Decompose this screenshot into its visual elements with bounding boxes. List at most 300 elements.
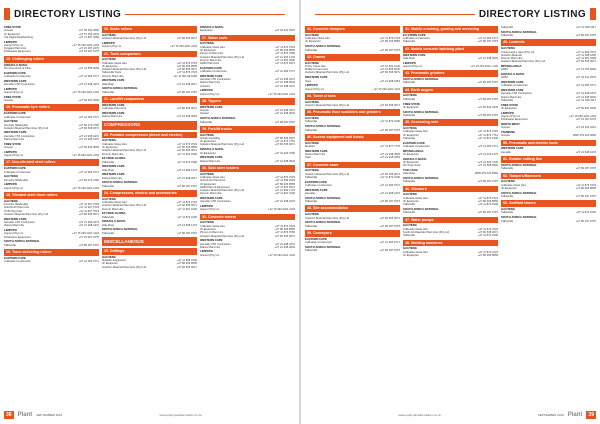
phone-number[interactable]: +27 15 293 2221 x204	[268, 253, 295, 257]
phone-number[interactable]: +27 21 948 4472	[274, 109, 295, 113]
listing-row	[4, 224, 99, 227]
phone-number[interactable]: +27 82 535 0671	[176, 149, 197, 153]
phone-number[interactable]: +27 82 535 0671	[379, 216, 400, 220]
section-heading: 51. Rotator cutting tine	[501, 156, 596, 163]
region-group	[403, 142, 498, 149]
phone-number[interactable]: +27 11 872 0100	[477, 234, 498, 238]
phone-number[interactable]: +27 21 948 4117	[575, 26, 596, 29]
phone-number[interactable]: +27 11 907 0723	[78, 206, 99, 210]
region-label: KWAZULU-NATAL	[403, 156, 427, 161]
region-label: SOUTH AFRICA NATIONAL	[403, 109, 439, 114]
company-name: Hopool (Pty) Ltd	[4, 232, 24, 236]
phone-number[interactable]: +27 15 297 1075	[78, 235, 99, 239]
phone-number[interactable]: +27 56 632 3346	[575, 106, 596, 110]
phone-number[interactable]: +27 11 872 0100	[379, 175, 400, 179]
phone-number[interactable]: +27 82 535 0671	[379, 71, 400, 75]
phone-number[interactable]: +27 21 948 4472	[274, 78, 295, 82]
listing-row	[305, 192, 400, 195]
page-footer	[305, 410, 596, 420]
region-group	[403, 62, 498, 69]
region-label: WESTERN CAPE	[200, 155, 223, 160]
company-name: Goupte	[501, 126, 510, 130]
company-name: Cullivaste Construction	[4, 170, 32, 174]
company-name: Tallowville	[102, 184, 115, 188]
phone-number[interactable]: +27 15 297 1075	[78, 50, 99, 54]
phone-number[interactable]: +27 21 948 3004	[176, 115, 197, 119]
listing-row	[200, 85, 295, 88]
region-group	[403, 193, 498, 206]
issue-date: SEPTEMBER 2016	[537, 413, 564, 417]
phone-number[interactable]: +27 21 948 3004	[274, 81, 295, 85]
phone-number[interactable]: +27 34 312 2537	[575, 76, 596, 80]
phone-number[interactable]: +27 11 873 3723	[477, 250, 498, 254]
region-group	[4, 112, 99, 119]
phone-number[interactable]: +27 41 484 0771	[274, 70, 295, 74]
region-group	[305, 189, 400, 196]
phone-number[interactable]: +27 41 484 0771	[78, 260, 99, 264]
phone-number[interactable]: +27 86 466 8555	[477, 254, 498, 258]
phone-number[interactable]: +27 21 948 3004	[379, 153, 400, 156]
phone-number[interactable]: +27 86 466 8555	[274, 228, 295, 232]
left-page	[0, 0, 299, 424]
phone-number[interactable]: +27 15 293 2221 x204	[72, 154, 99, 158]
phone-number[interactable]: +27 82 535 0671	[575, 60, 596, 64]
phone-number[interactable]: +27 86 187 9797	[379, 48, 400, 52]
phone-number[interactable]: +27 82 535 0671	[176, 68, 197, 72]
phone-number[interactable]: +27 31 403 7330	[274, 151, 295, 155]
phone-number[interactable]: +27 12 664 1734	[274, 55, 295, 59]
company-name: Tallowville	[4, 243, 17, 247]
phone-number[interactable]: +27 82 535 0671	[379, 104, 400, 107]
phone-number[interactable]: +27 11 877 7776	[379, 144, 400, 148]
company-name: Tallowville	[501, 34, 514, 38]
phone-number[interactable]: +27 86 187 9797	[379, 200, 400, 204]
listing-section	[200, 214, 295, 258]
region-label: WESTERN CAPE	[200, 104, 223, 109]
phone-number[interactable]: +27 41 484 0771	[477, 144, 498, 148]
company-name: Pin Pose Rock	[403, 164, 421, 168]
region-label: WESTERN CAPE	[305, 148, 328, 153]
phone-number[interactable]: +27 21 948 4472	[274, 200, 295, 204]
phone-number[interactable]: +27 86 187 9797	[477, 97, 498, 101]
phone-number[interactable]: +27 11 872 0100	[477, 136, 498, 140]
listing-row	[305, 129, 400, 132]
phone-number[interactable]: +27 86 466 8555	[176, 262, 197, 266]
phone-number[interactable]: +27 15 293 2221 x204	[373, 87, 400, 91]
company-name: Gottefon Material Plant Hire (Pty) Ltd	[102, 265, 147, 269]
phone-number[interactable]: +27 34 312 2537	[274, 29, 295, 33]
section-heading: 50. Pneumatic and electric tools	[501, 140, 596, 147]
listing-row	[501, 107, 596, 110]
listing-column	[403, 26, 498, 406]
phone-number[interactable]: +27 11 961 0100	[575, 57, 596, 60]
listing-section	[403, 119, 498, 183]
region-group	[102, 220, 197, 227]
phone-number[interactable]: +27 86 187 9797	[575, 195, 596, 199]
phone-number[interactable]: +27 11 873 7751	[274, 140, 295, 144]
region-label: GAUTENG	[403, 93, 417, 98]
listing-row	[102, 266, 197, 269]
phone-number[interactable]: +27 15 293 2221 x204	[569, 115, 596, 119]
region-label: LIMPOPO	[4, 182, 17, 187]
region-group	[501, 26, 596, 29]
phone-number[interactable]: +27 86 187 9797	[575, 34, 596, 38]
company-name: JF Equipotion	[403, 200, 420, 204]
phone-number[interactable]: +27 21 948 3004	[274, 159, 295, 163]
company-name: Cullivaste Glass Hire	[403, 227, 428, 231]
region-label: GAUTENG	[501, 207, 515, 212]
phone-number[interactable]: +27 86 187 9797	[575, 219, 596, 223]
phone-number[interactable]: +27 82 535 0671	[176, 37, 197, 41]
section-heading: 16. Pneumatic tyre rollers	[4, 104, 99, 111]
phone-number[interactable]: +27 56 632 3500	[78, 99, 99, 103]
phone-number[interactable]: +27 15 307 2276	[78, 47, 99, 51]
region-label: FREE STATE	[403, 101, 420, 106]
company-name: JF Equipotion	[501, 106, 518, 110]
region-group	[403, 208, 498, 215]
phone-number[interactable]: +27 86 187 9797	[477, 113, 498, 117]
company-name: Tallowville Tools	[102, 71, 122, 75]
region-group	[4, 26, 99, 39]
phone-number[interactable]: +27 15 293 2221 x204	[72, 232, 99, 236]
region-label: WESTERN CAPE	[4, 130, 27, 135]
phone-number[interactable]: +27 86 466 8555	[176, 146, 197, 149]
company-name: Gottefon Material Plant Hire (Pty) Ltd	[4, 212, 49, 216]
phone-number[interactable]: +27 86 466 8555	[274, 49, 295, 53]
phone-number[interactable]: +27 86 187 9797	[477, 40, 498, 44]
section-heading: 22. Landfill compactors	[102, 96, 197, 103]
phone-number[interactable]: +27 86 187 9797	[477, 211, 498, 215]
region-label: SOUTH AFRICA NATIONAL	[501, 162, 537, 167]
phone-number[interactable]: 0825 379 423 6666	[474, 172, 498, 176]
phone-number[interactable]: +27 11 872 0100	[477, 203, 498, 207]
company-name: Cullivaste Glass Hire	[102, 142, 127, 146]
region-group	[501, 89, 596, 102]
phone-number[interactable]: +27 11 872 0100	[379, 120, 400, 124]
company-name: Tallowville	[305, 120, 318, 124]
region-label: GAUTENG	[200, 220, 214, 225]
phone-number[interactable]: +27 11 873 3723	[274, 176, 295, 179]
phone-number[interactable]: +27 86 187 9797	[477, 180, 498, 184]
listing-row	[305, 80, 400, 83]
region-group	[305, 62, 400, 75]
phone-number[interactable]: +27 15 297 1075	[575, 118, 596, 122]
company-name: Cat Digital Metalworking	[4, 35, 33, 39]
phone-number[interactable]: +27 86 187 9797	[176, 184, 197, 188]
company-name: Tallowville	[501, 219, 514, 223]
region-group	[403, 78, 498, 85]
region-label: WESTERN CAPE	[501, 146, 524, 151]
phone-number[interactable]: +27 11 872 0100	[176, 215, 197, 219]
header-rule	[315, 14, 475, 15]
phone-number[interactable]: +27 11 961 0100	[274, 192, 295, 196]
region-label: GAUTENG	[4, 174, 18, 179]
phone-number[interactable]: +27 31 558 0092	[477, 164, 498, 168]
phone-number[interactable]: +27 31 403 7330	[477, 161, 498, 165]
phone-number[interactable]: +27 21 948 3004	[274, 245, 295, 249]
phone-number[interactable]: +27 11 873 7751	[477, 133, 498, 137]
company-name: JF Equipotion	[102, 146, 119, 149]
company-name: Tallowville	[501, 98, 514, 102]
phone-number[interactable]: +27 21 948 4472	[78, 83, 99, 86]
phone-number[interactable]: +27 11 873 3723	[575, 183, 596, 187]
header-rule	[125, 14, 285, 15]
company-name: Cullivaste Glass Hire	[403, 130, 428, 134]
phone-number[interactable]: +27 21 948 4472	[78, 224, 99, 228]
phone-number[interactable]: +27 13 968 1473	[176, 168, 197, 172]
phone-number[interactable]: +27 11 873 3723	[176, 201, 197, 205]
phone-number[interactable]: +27 11 873 3723	[176, 71, 197, 75]
listing-section	[305, 26, 400, 52]
phone-number[interactable]: +27 56 632 3500	[78, 146, 99, 150]
phone-number[interactable]: +27 13 246 1475	[477, 153, 498, 156]
listing-row	[200, 62, 295, 65]
phone-number[interactable]: +27 41 484 0771	[379, 241, 400, 245]
region-label: GAUTENG	[403, 246, 417, 251]
phone-number[interactable]: +27 82 535 0671	[78, 126, 99, 130]
company-name: Goupte	[501, 134, 510, 138]
listing-row	[102, 45, 197, 48]
phone-number[interactable]: +27 11 396 1650	[575, 53, 596, 57]
phone-number[interactable]: +27 21 948 3004	[477, 56, 498, 60]
listing-row	[403, 153, 498, 156]
phone-number[interactable]: +27 41 484 0771	[379, 184, 400, 187]
region-label: GAUTENG	[200, 132, 214, 137]
phone-number[interactable]: +27 71 697 4083	[78, 35, 99, 39]
region-label: WESTERN CAPE	[102, 110, 125, 115]
company-name: HWM	[501, 68, 508, 72]
phone-number[interactable]: 0825 379 423 6666	[572, 134, 596, 138]
region-label: LIMPOPO	[4, 86, 17, 91]
phone-number[interactable]: +27 21 948 4472	[78, 221, 99, 225]
phone-number[interactable]: +27 11 872 0100	[176, 160, 197, 164]
company-name: Gottefon Material Plant Hire (Pty) Ltd	[4, 126, 49, 130]
phone-number[interactable]: +27 86 187 9797	[575, 167, 596, 171]
phone-number[interactable]: +27 86 569 3537	[274, 136, 295, 140]
phone-number[interactable]: +27 11 392 7047	[575, 50, 596, 54]
region-label: LIMPOPO	[4, 227, 17, 232]
page-header	[315, 7, 596, 21]
phone-number[interactable]: +27 86 187 9797	[379, 128, 400, 132]
company-name: Gottefon Material Plant Hire (Pty) Ltd	[200, 55, 245, 59]
phone-number[interactable]: +27 11 396 2023	[274, 179, 295, 183]
phone-number[interactable]: +27 21 948 2017	[176, 176, 197, 180]
website-link[interactable]: www.quarryanddemolition.co.za	[159, 413, 202, 417]
phone-number[interactable]: +27 21 948 3004	[274, 112, 295, 116]
phone-number[interactable]: +27 21 948 3004	[575, 95, 596, 99]
section-heading: 24. Compressors, electric and accessories	[102, 190, 197, 197]
listing-row	[102, 232, 197, 235]
phone-number[interactable]: +27 86 466 8555	[575, 186, 596, 190]
section-heading: 48. Welding machines	[403, 240, 498, 247]
phone-number[interactable]: +27 57 453 3344	[78, 32, 99, 36]
region-label: NORTH WEST	[501, 121, 520, 126]
phone-number[interactable]: +27 11 873 3723	[477, 227, 498, 231]
region-label: LIMPOPO	[4, 149, 17, 154]
region-group	[403, 158, 498, 168]
listing-row	[200, 192, 295, 195]
region-group	[102, 58, 197, 78]
company-name: Zoomin Plant Hire	[102, 74, 124, 78]
company-name: Komstra (Wadeville)	[4, 123, 29, 127]
phone-number[interactable]: +27 82 535 0671	[379, 172, 400, 176]
phone-number[interactable]: +27 15 293 2221 x204	[170, 45, 197, 49]
region-group	[305, 34, 400, 44]
phone-number[interactable]: +27 13 968 1473	[176, 223, 197, 227]
phone-number[interactable]: +27 86 187 9797	[274, 120, 295, 124]
company-name: Cumla Heavy Haul (Pty) Ltd	[501, 50, 535, 54]
phone-number[interactable]: +27 15 293 2221 x204	[72, 186, 99, 190]
phone-number[interactable]: +27 41 484 0771	[575, 84, 596, 88]
phone-number[interactable]: +27 15 293 2221 x204	[72, 43, 99, 47]
phone-number[interactable]: +27 11 873 3723	[477, 130, 498, 134]
phone-number[interactable]: +27 15 293 2221 x204	[268, 208, 295, 212]
section-heading: 47. Water pumps	[403, 217, 498, 224]
phone-number[interactable]: +27 86 466 8555	[274, 182, 295, 186]
phone-number[interactable]: +27 86 466 8555	[176, 64, 197, 68]
listing-section	[403, 217, 498, 238]
phone-number[interactable]: +27 21 948 4117	[575, 98, 596, 102]
phone-number[interactable]: +27 10 492 6140	[379, 64, 400, 68]
phone-number[interactable]: +27 11 961 08 0100	[173, 74, 197, 78]
phone-number[interactable]: +27 11 866 1000	[176, 259, 197, 263]
phone-number[interactable]: +27 41 484 0771	[78, 170, 99, 174]
region-group	[501, 131, 596, 138]
phone-number[interactable]: +27 11 873 7050	[274, 52, 295, 56]
phone-number[interactable]: +27 82 535 0671	[176, 265, 197, 269]
phone-number[interactable]: +27 86 466 8555	[379, 40, 400, 44]
phone-number[interactable]: +27 56 632 3500	[78, 29, 99, 33]
region-group	[501, 216, 596, 223]
phone-number[interactable]: +27 82 535 0671	[477, 231, 498, 235]
issue-date: SEPTEMBER 2016	[36, 413, 63, 417]
phone-number[interactable]: +27 11 873 7050	[274, 231, 295, 235]
company-name: Tallowville	[200, 120, 213, 124]
phone-number[interactable]: +27 21 948 4472	[575, 92, 596, 96]
phone-number[interactable]: +27 15 293 2221 x 204	[470, 64, 498, 68]
section-heading: 49. Lowbeds	[501, 39, 596, 46]
phone-number[interactable]: +27 11 874 0474	[274, 185, 295, 189]
phone-number[interactable]: +27 86 466 8555	[477, 200, 498, 204]
region-label: SOUTH AFRICA NATIONAL	[305, 244, 341, 249]
phone-number[interactable]: +27 82 535 0671	[274, 234, 295, 238]
listing-row	[501, 34, 596, 37]
phone-number[interactable]: +27 21 948 2017	[176, 82, 197, 86]
phone-number[interactable]: +27 11 874 0474	[274, 62, 295, 66]
region-label: SOUTH AFRICA NATIONAL	[4, 239, 40, 244]
phone-number[interactable]: +27 11 873 3723	[176, 142, 197, 146]
phone-number[interactable]: +27 11 961 0100	[176, 152, 197, 156]
phone-number[interactable]: +27 86 187 9797	[176, 231, 197, 235]
listing-row	[102, 91, 197, 94]
company-name: Dartes Plant Hire	[200, 159, 221, 163]
phone-number[interactable]: +27 86 187 9797	[379, 224, 400, 228]
phone-number[interactable]: +27 21 948 4472	[274, 242, 295, 246]
phone-number[interactable]: +27 21 948 4472	[575, 150, 596, 154]
phone-number[interactable]: +27 18 462 4221	[575, 126, 596, 130]
phone-number[interactable]: +27 56 632 3346	[477, 105, 498, 109]
region-label: SOUTH AFRICA NATIONAL	[305, 220, 341, 225]
phone-number[interactable]: +27 82 373 4782	[78, 123, 99, 127]
phone-number[interactable]: +27 82 535 0671	[176, 107, 197, 111]
phone-number[interactable]: +27 11 907 0723	[78, 203, 99, 207]
listing-columns	[305, 26, 596, 406]
phone-number[interactable]: +27 21 948 4454	[379, 156, 400, 160]
phone-number[interactable]: +27 41 484 0771	[477, 37, 498, 41]
phone-number[interactable]: +27 21 948 4472	[379, 192, 400, 196]
phone-number[interactable]: +27 31 558 0092	[78, 66, 99, 70]
phone-number[interactable]: +27 21 948 4472	[274, 84, 295, 88]
company-name: Tallowville	[403, 40, 416, 44]
phone-number[interactable]: +27 11 873 3723	[477, 196, 498, 200]
phone-number[interactable]: +27 11 961 0100	[176, 207, 197, 211]
region-group	[200, 67, 295, 74]
region-label: WESTERN CAPE	[4, 78, 27, 83]
region-group	[102, 212, 197, 219]
listing-row	[102, 37, 197, 40]
phone-number[interactable]: +27 11 907 0723	[78, 209, 99, 213]
region-label: EF FREE GLORIA	[102, 211, 126, 216]
region-group	[102, 198, 197, 211]
phone-number[interactable]: +27 86 187 9797	[379, 249, 400, 253]
phone-number[interactable]: +27 15 293 2221 x204	[72, 91, 99, 95]
company-name: Dartes Plant Hire	[501, 95, 522, 99]
section-heading: 39. Conveyors	[305, 230, 400, 237]
company-name: JF Equipotion	[403, 105, 420, 109]
phone-number[interactable]: +27 11 961 0100	[274, 58, 295, 62]
phone-number[interactable]: +27 12 664 1734	[274, 189, 295, 192]
listing-row	[501, 195, 596, 198]
region-group	[200, 250, 295, 257]
region-group	[403, 150, 498, 157]
listing-row	[4, 91, 99, 94]
phone-number[interactable]: +27 86 187 9797	[176, 90, 197, 94]
phone-number[interactable]: +27 15 293 2221 x204	[268, 92, 295, 96]
phone-number[interactable]: +27 82 535 0671	[78, 212, 99, 216]
phone-number[interactable]: +27 82 535 0671	[176, 204, 197, 208]
phone-number[interactable]: +27 86 187 9797	[477, 81, 498, 85]
section-heading: 19. Trace delivering rollers	[4, 249, 99, 256]
phone-number[interactable]: +27 11 873 3723	[274, 45, 295, 49]
phone-number[interactable]: +27 21 948 4472	[78, 134, 99, 138]
phone-number[interactable]: +27 86 187 9797	[78, 243, 99, 247]
phone-number[interactable]: +27 13 756 6060	[575, 68, 596, 72]
phone-number[interactable]: +27 41 484 0771	[78, 74, 99, 78]
phone-number[interactable]: +27 11 872 0100	[575, 211, 596, 215]
region-group	[501, 208, 596, 215]
region-group	[200, 26, 295, 33]
phone-number[interactable]: +27 11 825 5640	[379, 68, 400, 72]
phone-number[interactable]: +27 11 873 3723	[274, 224, 295, 228]
region-group	[305, 117, 400, 124]
phone-number[interactable]: +27 21 948 4472	[78, 138, 99, 142]
phone-number[interactable]: +27 82 373 4782	[78, 178, 99, 182]
section-heading: 46. Vibrators	[403, 186, 498, 193]
phone-number[interactable]: +27 11 873 3723	[176, 61, 197, 65]
listing-row	[305, 104, 400, 107]
region-group	[102, 228, 197, 235]
website-link[interactable]: www.quarryanddemolition.co.za	[398, 413, 441, 417]
region-group	[403, 177, 498, 184]
region-label: GAUTENG	[501, 46, 515, 51]
listing-row	[200, 160, 295, 163]
company-name: Modatec	[305, 144, 316, 148]
phone-number[interactable]: +27 21 948 4454	[379, 79, 400, 83]
phone-number[interactable]: +27 82 535 0671	[274, 143, 295, 147]
region-group	[501, 123, 596, 130]
phone-number[interactable]: +27 11 873 3723	[379, 37, 400, 41]
phone-number[interactable]: +27 41 484 0771	[78, 115, 99, 119]
